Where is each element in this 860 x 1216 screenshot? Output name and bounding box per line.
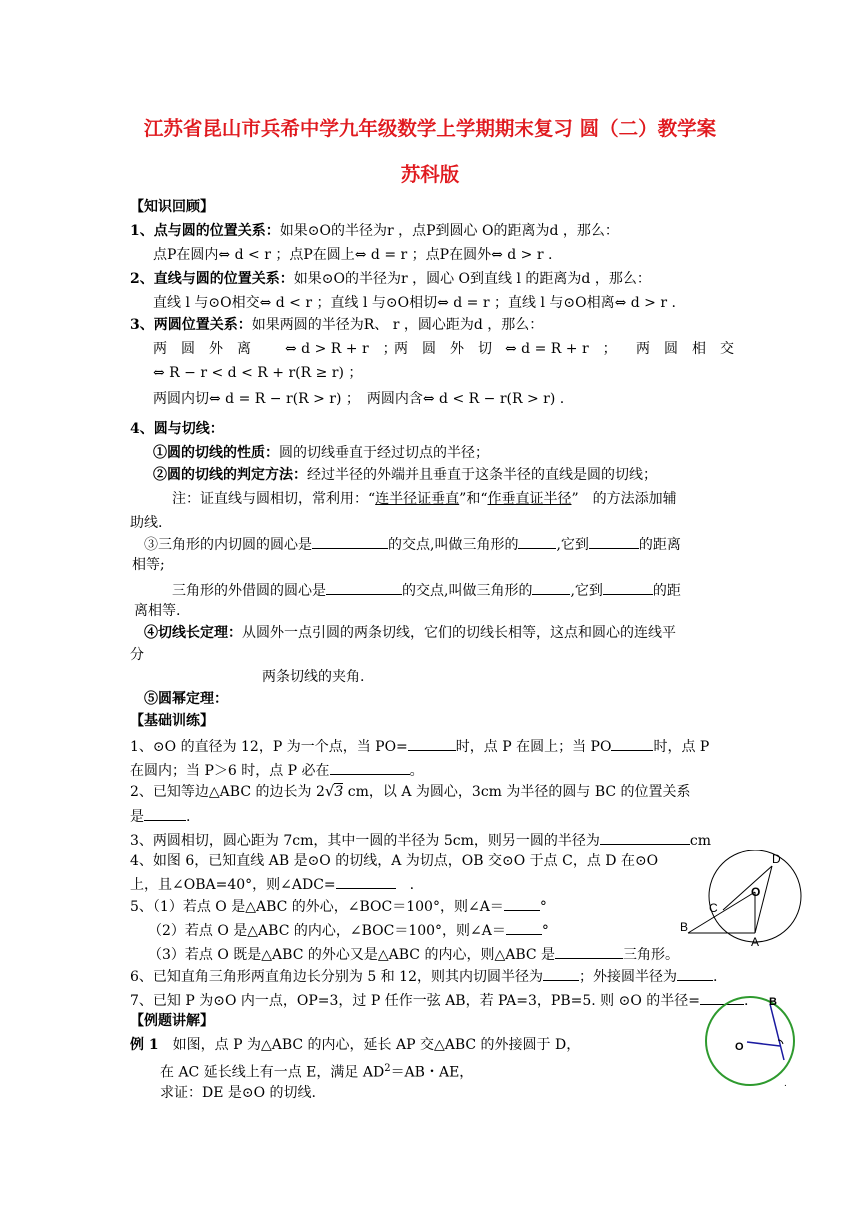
question-4-line2 <box>130 874 414 894</box>
note-a: 注：证直线与圆相切，常利用：“ <box>172 491 376 507</box>
question-4: 4、如图 6，已知直线 AB 是⊙O 的切线，A 为切点，OB 交⊙O 于点 C，点 D 在⊙O <box>130 853 659 869</box>
line-cd <box>723 866 772 910</box>
item-4-3-i: 的距 <box>652 583 681 599</box>
item-3-a5: 两 圆 相 交 <box>636 341 734 357</box>
item-1 <box>130 222 619 240</box>
label-o: O <box>751 885 761 899</box>
q6-a: 6、已知直角三角形两直角边长分别为 5 和 12，则其内切圆半径为 <box>130 969 543 985</box>
item-4-2-text: 经过半径的外端并且垂直于这条半径的直线是圆的切线； <box>307 467 657 483</box>
note-line2: 助线. <box>130 515 163 531</box>
item-2-heading: 2、直线与圆的位置关系： <box>130 271 294 287</box>
q5-a2: ° <box>539 899 547 915</box>
q1-e: 。 <box>409 763 424 779</box>
blank[interactable] <box>506 920 542 935</box>
item-3-a2: ⇔ d > R + r ； <box>285 341 397 357</box>
item-3-line3: ⇔ R − r < d < R + r(R ≥ r) ； <box>153 365 363 381</box>
q5-b2: ° <box>541 923 549 939</box>
note-b: ”和“ <box>459 491 488 507</box>
item-4-3-f: 三角形的外借圆的圆心是 <box>172 583 326 599</box>
example-1-c: ＝AB・AE， <box>390 1064 474 1081</box>
question-5-3 <box>148 944 679 964</box>
blank[interactable] <box>600 830 690 845</box>
question-6 <box>130 966 717 986</box>
segment-op <box>747 1042 780 1046</box>
blank[interactable] <box>330 760 410 775</box>
note-line <box>172 490 677 508</box>
label-c: C <box>709 901 718 915</box>
item-4-3-c: ,它到 <box>556 537 589 553</box>
item-4-3-h: ,它到 <box>570 583 603 599</box>
q6-b: ；外接圆半径为 <box>578 969 677 985</box>
question-3 <box>130 830 711 850</box>
item-4-3-b: 的交点,叫做三角形的 <box>388 537 519 553</box>
item-4-5-heading: ⑤圆幂定理： <box>144 691 228 707</box>
item-4-heading: 4、圆与切线： <box>130 421 224 437</box>
item-4-3 <box>144 534 681 554</box>
item-3-line4: 两圆内切⇔ d = R − r(R > r) ； 两圆内含⇔ d < R − r(R > r) . <box>153 391 565 407</box>
q5-c2: 三角形。 <box>623 947 680 963</box>
example-1-heading: 例 1 <box>130 1037 159 1053</box>
q7-b: . <box>744 993 749 1009</box>
item-4-4-text: 从圆外一点引圆的两条切线，它们的切线长相等，这点和圆心的连线平 <box>242 625 676 641</box>
blank[interactable] <box>532 580 570 595</box>
note-method-2: 作垂直证半径 <box>487 491 572 507</box>
item-3-text: 如果两圆的半径为R、 r ，圆心距为d ，那么： <box>251 317 544 333</box>
q7-a: 7、已知 P 为⊙O 内一点，OP=3，过 P 任作一弦 AB，若 PA=3，PB=5. 则 ⊙O 的半径= <box>130 993 701 1009</box>
blank[interactable] <box>518 534 556 549</box>
question-2-line2 <box>130 806 190 826</box>
q5-a: 5、（1）若点 O 是△ABC 的外心，∠BOC＝100°，则∠A＝ <box>130 899 504 915</box>
note-c: ” 的方法添加辅 <box>571 491 677 507</box>
item-3 <box>130 316 543 334</box>
question-1-line2 <box>130 760 424 780</box>
example-1-sup: 2 <box>384 1063 391 1074</box>
question-7 <box>130 990 748 1010</box>
question-5-2 <box>148 920 549 940</box>
q2-sqrt: 3 <box>334 784 344 800</box>
item-4-4-line3: 两条切线的夹角. <box>262 669 365 685</box>
item-3-a3: 两 圆 外 切 <box>394 341 492 357</box>
question-2: 2、已知等边△ABC 的边长为 2√3 cm，以 A 为圆心，3cm 为半径的圆与 BC 的位置关系 <box>130 782 691 800</box>
item-1-text: 如果⊙O的半径为r ，点P到圆心 O的距离为d ，那么： <box>279 223 619 239</box>
label-b2: B <box>769 996 777 1008</box>
q3-b: cm <box>689 833 711 849</box>
q5-b: （2）若点 O 是△ABC 的内心，∠BOC＝100°，则∠A＝ <box>148 923 506 939</box>
label-o2: O <box>735 1041 744 1053</box>
label-a: A <box>751 935 760 949</box>
example-1-line2 <box>160 1060 473 1082</box>
item-1-heading: 1、点与圆的位置关系： <box>130 223 280 239</box>
line-da <box>755 866 772 933</box>
blank[interactable] <box>336 874 396 889</box>
label-dot: . <box>784 1078 787 1089</box>
q1-d: 在圆内；当 P＞6 时，点 P 必在 <box>130 763 330 779</box>
section-heading-basic: 【基础训练】 <box>130 713 214 729</box>
blank[interactable] <box>611 736 653 751</box>
item-4-3-d: 的距离 <box>638 537 681 553</box>
blank[interactable] <box>555 944 623 959</box>
item-4-1-heading: ①圆的切线的性质： <box>153 445 279 461</box>
blank[interactable] <box>543 966 579 981</box>
q2-b: cm，以 A 为圆心，3cm 为半径的圆与 BC 的位置关系 <box>343 784 691 800</box>
item-4-4 <box>144 624 676 642</box>
item-4-3-a: ③三角形的内切圆的圆心是 <box>144 537 312 553</box>
item-4-2-heading: ②圆的切线的判定方法： <box>153 467 307 483</box>
blank[interactable] <box>504 896 540 911</box>
section-heading-review: 【知识回顾】 <box>130 199 214 215</box>
q6-c: . <box>712 969 718 985</box>
figure-chord <box>700 994 810 1094</box>
figure-tangent <box>676 850 806 950</box>
q2-a: 2、已知等边△ABC 的边长为 2 <box>130 784 325 800</box>
q4-b: 上，且∠OBA=40°，则∠ADC= <box>130 877 336 893</box>
note-method-1: 连半径证垂直 <box>375 491 460 507</box>
item-4-2 <box>153 466 657 484</box>
q5-c: （3）若点 O 既是△ABC 的外心又是△ABC 的内心，则△ABC 是 <box>148 947 556 963</box>
label-d: D <box>772 852 781 866</box>
q1-c: 时，点 P <box>653 739 710 755</box>
blank[interactable] <box>326 580 402 595</box>
item-1-line2: 点P在圆内⇔ d < r ；点P在圆上⇔ d = r ；点P在圆外⇔ d > r . <box>153 247 553 263</box>
q2-c: 是 <box>130 809 144 825</box>
section-heading-examples: 【例题讲解】 <box>130 1013 214 1029</box>
item-3-a1: 两 圆 外 离 <box>153 341 251 357</box>
label-b: B <box>680 920 689 934</box>
example-1-b: 在 AC 延长线上有一点 E，满足 AD <box>160 1064 385 1081</box>
item-4-3b <box>172 580 681 600</box>
q1-b: 时，点 P 在圆上；当 PO <box>455 739 612 755</box>
question-1 <box>130 736 709 756</box>
page-subtitle: 苏科版 <box>400 163 460 186</box>
item-3-a4: ⇔ d = R + r ； <box>505 341 617 357</box>
item-2 <box>130 270 651 288</box>
item-4-3b-line2: 离相等. <box>134 603 181 619</box>
item-4-4-heading: ④切线长定理： <box>144 625 242 641</box>
example-1-a: 如图，点 P 为△ABC 的内心，延长 AP 交△ABC 的外接圆于 D， <box>172 1037 581 1053</box>
q4-c: . <box>409 877 415 893</box>
item-4-3-g: 的交点,叫做三角形的 <box>402 583 533 599</box>
item-4-4-line2: 分 <box>130 647 144 663</box>
item-2-text: 如果⊙O的半径为r ，圆心 O到直线 l 的距离为d ，那么： <box>293 271 651 287</box>
item-4-1-text: 圆的切线垂直于经过切点的半径； <box>279 445 489 461</box>
q1-a: 1、⊙O 的直径为 12，P 为一个点，当 PO= <box>130 739 408 755</box>
chord-ab <box>770 1004 784 1060</box>
example-1 <box>130 1036 580 1054</box>
item-4-3-line2: 相等; <box>132 557 165 573</box>
blank[interactable] <box>677 966 713 981</box>
question-5-1 <box>130 896 547 916</box>
blank[interactable] <box>603 580 653 595</box>
item-4-1 <box>153 444 489 462</box>
item-2-line2: 直线 l 与⊙O相交⇔ d < r ；直线 l 与⊙O相切⇔ d = r ；直线 l 与⊙O相离⇔ d > r . <box>153 295 676 311</box>
blank[interactable] <box>408 736 456 751</box>
blank[interactable] <box>144 806 186 821</box>
item-3-heading: 3、两圆位置关系： <box>130 317 252 333</box>
blank[interactable] <box>589 534 639 549</box>
example-1-line3: 求证：DE 是⊙O 的切线. <box>160 1085 317 1101</box>
q3-a: 3、两圆相切，圆心距为 7cm，其中一圆的半径为 5cm，则另一圆的半径为 <box>130 833 600 849</box>
q2-d: . <box>186 809 191 825</box>
page-title: 江苏省昆山市兵希中学九年级数学上学期期末复习 圆（二）教学案 <box>143 117 717 140</box>
blank[interactable] <box>312 534 388 549</box>
